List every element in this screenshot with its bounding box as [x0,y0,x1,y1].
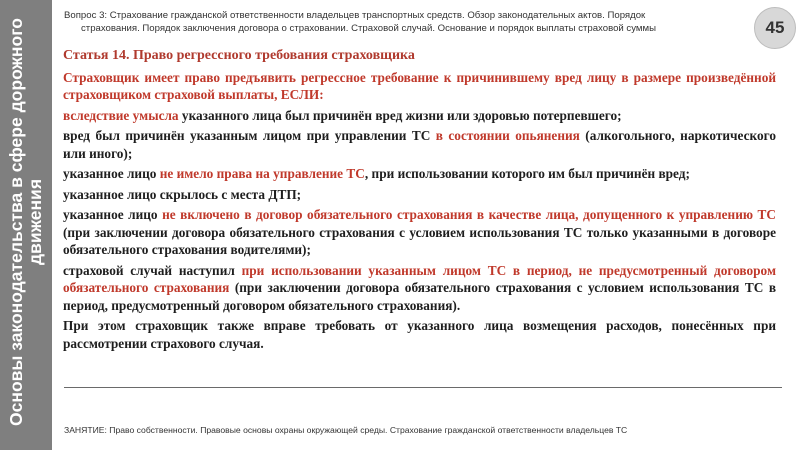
highlight: в состоянии опьянения [435,128,580,143]
sidebar-title-line2: движения [25,178,45,266]
header-line1: Вопрос 3: Страхование гражданской ответственности владельцев транспортных средств. Обзор законодательных актов. Порядок [64,10,646,21]
slide-header [64,9,754,35]
sidebar [0,0,52,450]
article-conclusion: При этом страховщик также вправе требовать от указанного лица возмещения расходов, понесённых при рассмотрении страхового случая. [63,318,776,351]
item-text: указанное лицо [63,166,160,181]
highlight: не включено в договор обязательного страхования в качестве лица, допущенного к управлению ТС [162,207,777,222]
page-number-badge [754,7,796,49]
article-content [63,47,776,355]
list-item [63,107,776,125]
highlight: вследствие умысла [63,107,179,123]
list-item [63,262,776,315]
list-item [63,165,776,183]
sidebar-title-line1: Основы законодательства в сфере дорожного [6,18,26,426]
item-text: указанного лица был причинён вред жизни или здоровью потерпевшего; [178,107,622,123]
highlight: не имело права на управление ТС [159,166,365,181]
header-line2: страхования. Порядок заключения договора о страховании. Страховой случай. Основание и порядок выплаты страховой суммы [81,23,657,34]
list-item [63,186,776,204]
item-text: (при заключении договора обязательного страхования с условием использования ТС в период, предусмотренный договором обязательного страхования). [63,280,777,313]
item-text: указанное лицо [63,207,163,222]
item-text: (при заключении договора обязательного страхования с условием использования ТС только указанными в договоре обязательного страхования водителями); [63,224,776,257]
list-item [63,206,776,259]
sidebar-title [7,2,45,442]
article-intro: Страховщик имеет право предъявить регрессное требование к причинившему вред лицу в размере произведённой страховщиком страховой выплаты, ЕСЛИ: [63,69,776,102]
item-text: страховой случай наступил [63,262,242,278]
footer-divider [64,387,782,388]
article-title: Статья 14. Право регрессного требования страховщика [63,48,415,63]
item-text: вред был причинён указанным лицом при управлении ТС [63,128,436,143]
item-text: (алкогольного, наркотического или иного); [63,128,776,161]
page-number: 45 [765,18,785,37]
list-item [63,127,776,162]
highlight: при использовании указанным лицом ТС в период, не предусмотренный договором обязательного страхования [63,262,776,295]
item-text: , при использовании которого им был причинён вред; [364,166,690,181]
slide-footer: ЗАНЯТИЕ: Право собственности. Правовые основы охраны окружающей среды. Страхование гражданской ответственности владельцев ТС [64,425,628,435]
item-text: указанное лицо скрылось с места ДТП; [63,186,302,202]
